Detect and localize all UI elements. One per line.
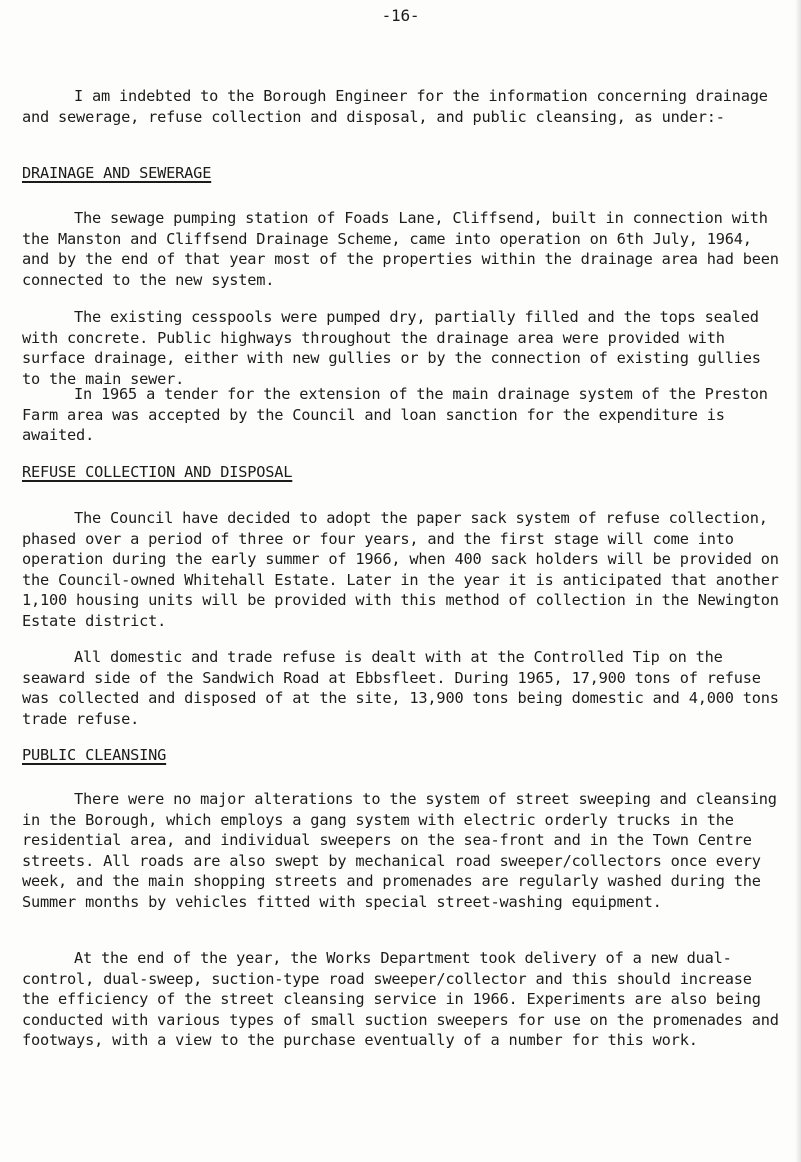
section-heading-drainage: DRAINAGE AND SEWERAGE <box>22 164 212 182</box>
page-edge-shadow <box>795 0 801 1162</box>
refuse-paragraph-2: All domestic and trade refuse is dealt with at the Controlled Tip on the seaward side of the Sandwich Road at Ebbsfleet. During 1965, 17,900 tons of refuse was collected and disposed of at the site, 13,900 tons being domestic and 4,000 tons trade refuse. <box>22 648 779 728</box>
section-heading-refuse: REFUSE COLLECTION AND DISPOSAL <box>22 463 293 481</box>
cleansing-paragraph-2: At the end of the year, the Works Department took delivery of a new dual-control, dual-sweep, suction-type road sweeper/collector and this should increase the efficiency of the street cleansing service in 1966. Experiments are also being conducted with various types of small suction sweepers for use on the promenades and footways, with a view to the purchase eventually of a number for this work. <box>22 949 779 1050</box>
section-heading-cleansing: PUBLIC CLEANSING <box>22 746 167 764</box>
drainage-paragraph-3: In 1965 a tender for the extension of the main drainage system of the Preston Farm area was accepted by the Council and loan sanction for the expenditure is awaited. <box>22 385 768 445</box>
refuse-paragraph-1: The Council have decided to adopt the paper sack system of refuse collection, phased over a period of three or four years, and the first stage will come into operation during the early summer of 1966, when 400 sack holders will be provided on the Council-owned Whitehall Estate. Later in the year it is anticipated that another 1,100 housing units will be provided with this method of collection in the Newington Estate district. <box>22 509 779 630</box>
drainage-paragraph-1: The sewage pumping station of Foads Lane, Cliffsend, built in connection with the Manston and Cliffsend Drainage Scheme, came into operation on 6th July, 1964, and by the end of that year most of the properties within the drainage area had been connected to the new system. <box>22 209 779 289</box>
page-number: -16- <box>381 6 420 25</box>
drainage-paragraph-2: The existing cesspools were pumped dry, partially filled and the tops sealed with concrete. Public highways throughout the drainage area were provided with surface drainage, either with new gullies or by the connection of existing gullies to the main sewer. <box>22 308 761 388</box>
cleansing-paragraph-1: There were no major alterations to the system of street sweeping and cleansing in the Borough, which employs a gang system with electric orderly trucks in the residential area, and individual sweepers on the sea-front and in the Town Centre streets. All roads are also swept by mechanical road sweeper/collectors once every week, and the main shopping streets and promenades are regularly washed during the Summer months by vehicles fitted with special street-washing equipment. <box>22 790 777 911</box>
intro-paragraph: I am indebted to the Borough Engineer for the information concerning drainage and sewerage, refuse collection and disposal, and public cleansing, as under:- <box>22 87 768 126</box>
